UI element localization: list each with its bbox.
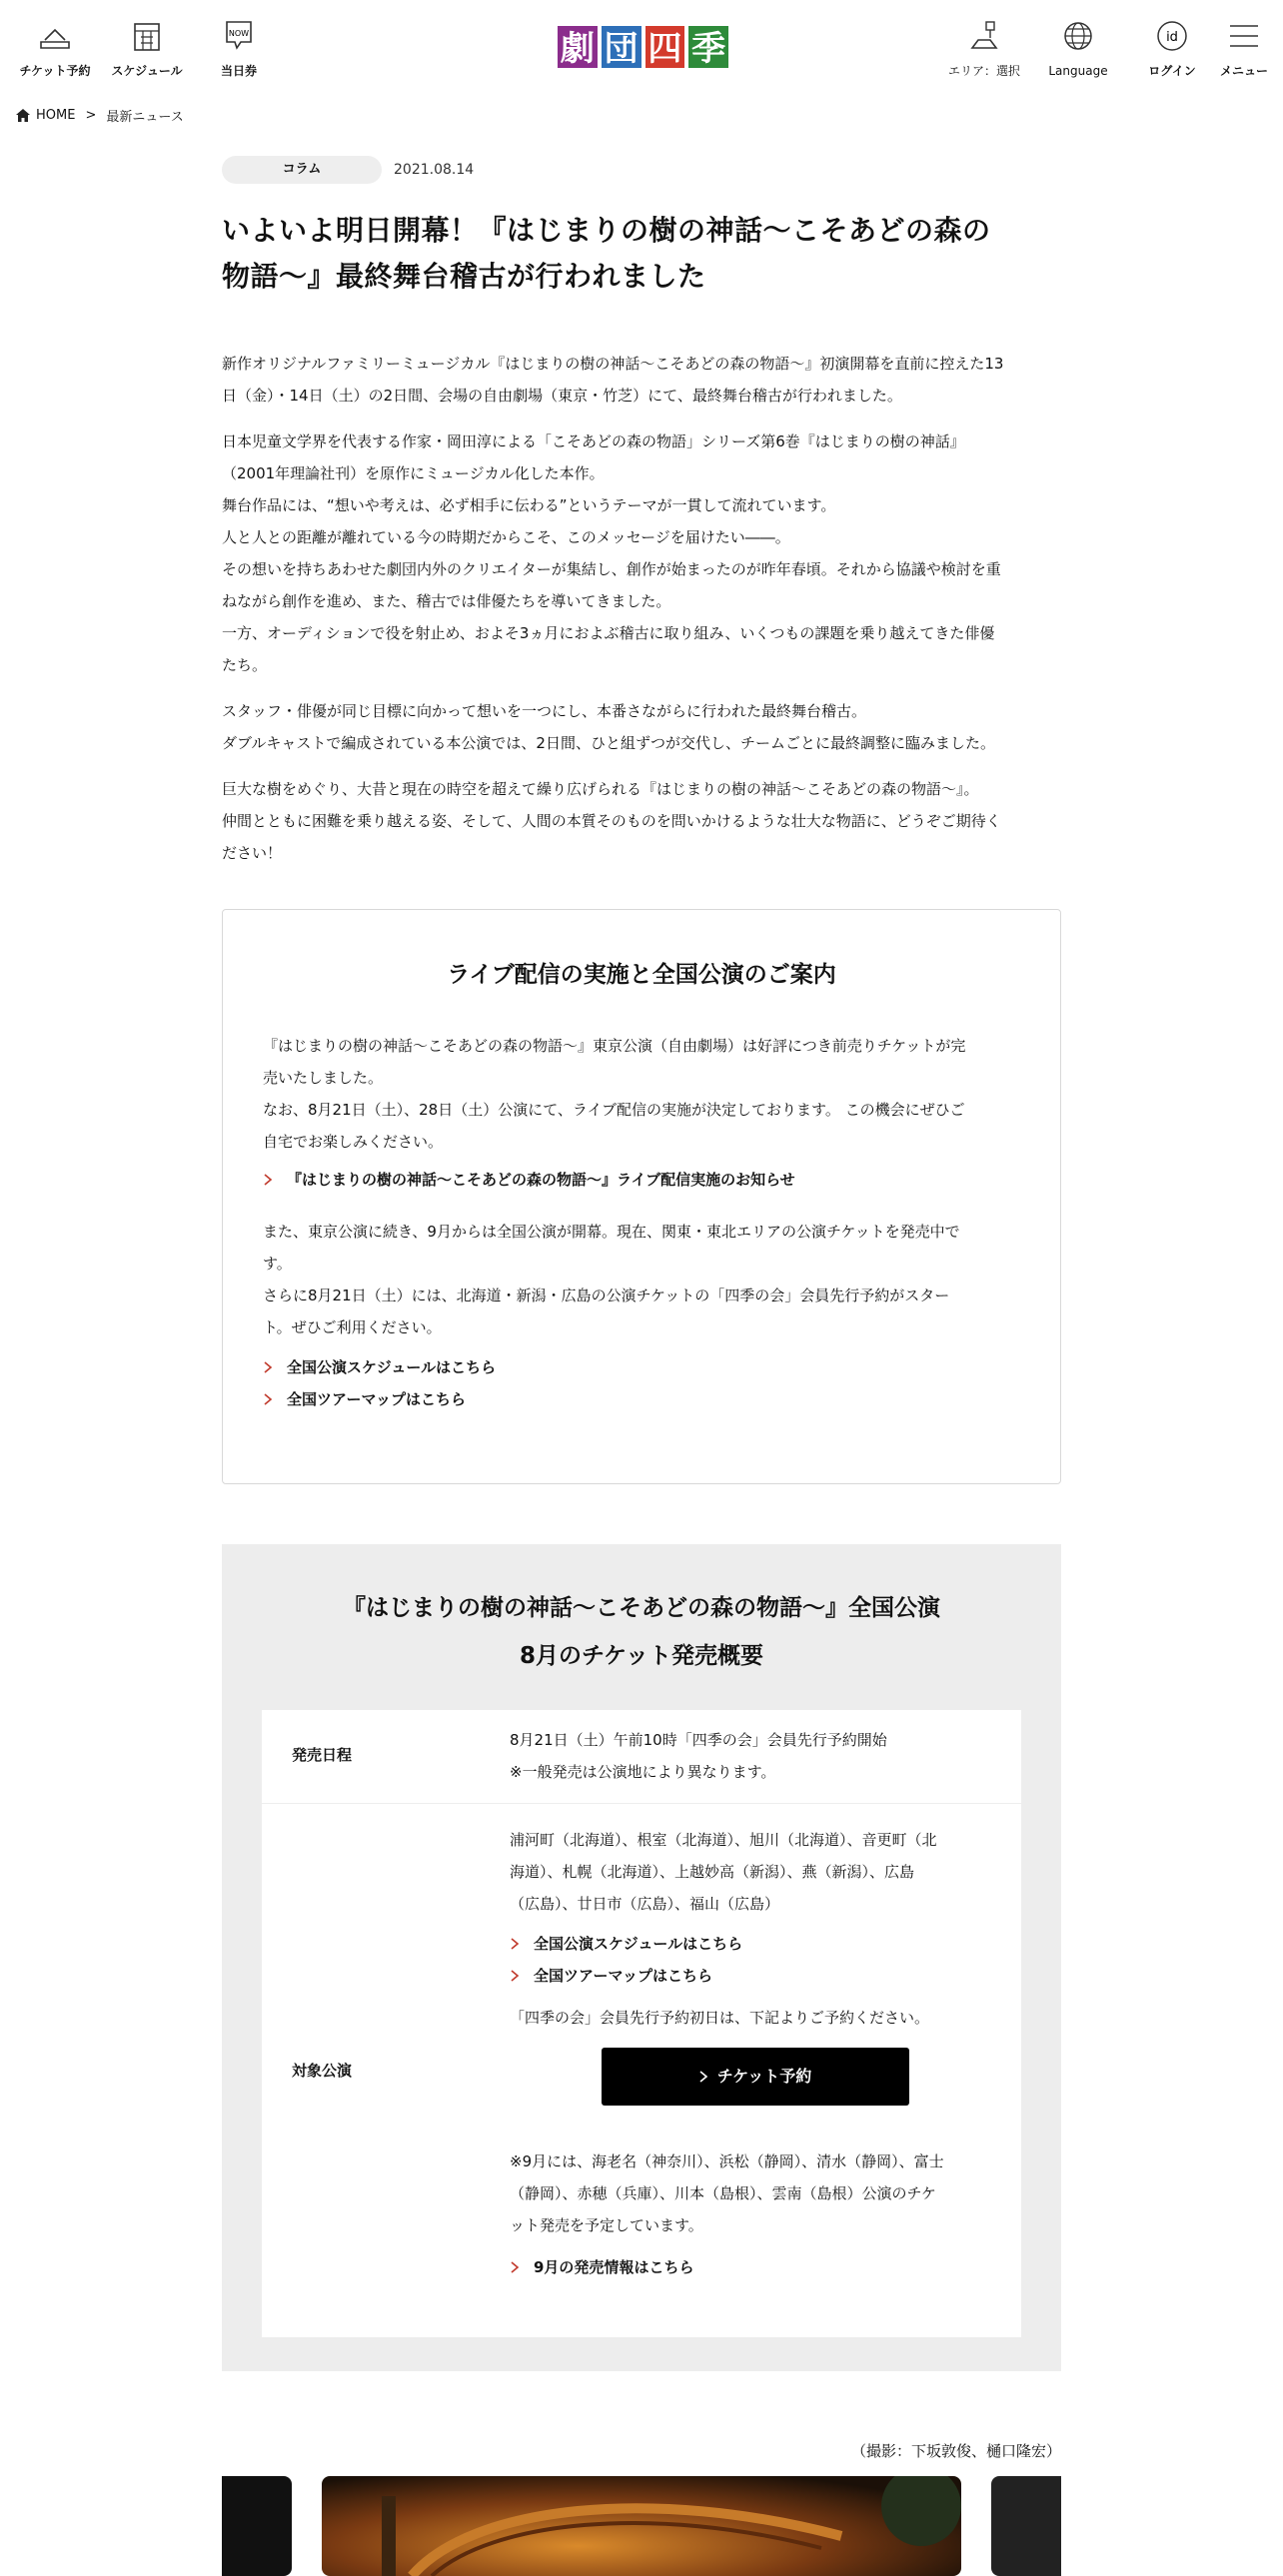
title-line: 物語～』最終舞台稽古が行われました bbox=[222, 260, 706, 293]
ticket-reserve-nav[interactable] bbox=[10, 18, 100, 79]
shiki-logo[interactable] bbox=[556, 24, 730, 70]
venue-list bbox=[510, 1824, 999, 1920]
chevron-right-icon bbox=[510, 2261, 520, 2273]
ticket-sales-table bbox=[262, 1710, 1021, 2337]
chevron-right-icon bbox=[263, 1174, 273, 1186]
calendar-icon bbox=[127, 18, 167, 54]
logo-char: 団 bbox=[600, 24, 643, 70]
menu-nav[interactable] bbox=[1199, 18, 1283, 79]
ticket-reserve-button[interactable] bbox=[602, 2048, 909, 2106]
breadcrumb-separator: > bbox=[85, 108, 97, 123]
text-line: 浦河町（北海道）、根室（北海道）、旭川（北海道）、音更町（北 bbox=[510, 1831, 937, 1849]
link-label: 9月の発売情報はこちら bbox=[534, 2258, 694, 2276]
chevron-right-icon bbox=[263, 1393, 273, 1405]
article bbox=[222, 156, 1061, 883]
heading-line: 『はじまりの樹の神話～こそあどの森の物語～』全国公演 bbox=[343, 1595, 940, 1621]
live-stream-notice-box bbox=[222, 909, 1061, 1484]
text-line: ット発売を予定しています。 bbox=[510, 2216, 703, 2234]
text-line: 人と人との距離が離れている今の時期だからこそ、このメッセージを届けたい――。 bbox=[222, 528, 790, 546]
text-line: なお、8月21日（土）、28日（土）公演にて、ライブ配信の実施が決定しております。 この機会にぜひご bbox=[263, 1101, 965, 1119]
button-label: チケット予約 bbox=[716, 2067, 812, 2086]
text-line: また、東京公演に続き、9月からは全国公演が開幕。現在、関東・東北エリアの公演チケットを発売中で bbox=[263, 1223, 960, 1241]
paragraph bbox=[222, 773, 1061, 869]
link-label: 全国ツアーマップはこちら bbox=[534, 1967, 712, 1985]
live-box-content bbox=[263, 1030, 1022, 1415]
logo-char: 劇 bbox=[556, 24, 600, 70]
tour-map-link[interactable] bbox=[263, 1383, 1022, 1415]
globe-icon bbox=[1058, 18, 1098, 54]
chevron-right-icon bbox=[263, 1361, 273, 1373]
logo-char: 四 bbox=[643, 24, 687, 70]
text-line: （静岡）、赤穂（兵庫）、川本（島根）、雲南（島根）公演のチケ bbox=[510, 2184, 936, 2202]
carousel-photo-next[interactable] bbox=[991, 2476, 1061, 2576]
text-line: スタッフ・俳優が同じ目標に向かって想いを一つにし、本番さながらに行われた最終舞台稽古。 bbox=[222, 702, 867, 720]
text-line: 巨大な樹をめぐり、大昔と現在の時空を超えて繰り広げられる『はじまりの樹の神話～こそあどの森の物語～』。 bbox=[222, 780, 979, 798]
member-note: 「四季の会」会員先行予約初日は、下記よりご予約ください。 bbox=[510, 2009, 930, 2027]
text-line: たち。 bbox=[222, 656, 268, 674]
paragraph bbox=[222, 695, 1061, 759]
category-badge: コラム bbox=[222, 156, 382, 184]
schedule-nav[interactable] bbox=[102, 18, 192, 79]
now-badge-icon bbox=[219, 18, 259, 54]
link-label: 全国公演スケジュールはこちら bbox=[287, 1358, 497, 1376]
carousel-photo-prev[interactable] bbox=[222, 2476, 292, 2576]
text-line: ※一般発売は公演地により異なります。 bbox=[510, 1763, 776, 1781]
text-line: 8月21日（土）午前10時「四季の会」会員先行予約開始 bbox=[510, 1731, 887, 1749]
row-label: 発売日程 bbox=[292, 1746, 353, 1764]
text-line: す。 bbox=[263, 1255, 292, 1273]
ticket-icon bbox=[35, 18, 75, 54]
september-sales-link[interactable] bbox=[510, 2251, 999, 2283]
text-line: （広島）、廿日市（広島）、福山（広島） bbox=[510, 1895, 780, 1913]
svg-text:NOW: NOW bbox=[228, 29, 250, 38]
text-line: 仲間とともに困難を乗り越える姿、そして、人間の本質そのものを問いかけるような壮大な物語に、どうぞご期待く bbox=[222, 812, 1001, 830]
nav-label: 当日券 bbox=[220, 64, 257, 78]
text-line: 舞台作品には、“想いや考えは、必ず相手に伝わる”というテーマが一貫して流れています。 bbox=[222, 496, 836, 514]
link-label: 『はじまりの樹の神話～こそあどの森の物語～』ライブ配信実施のお知らせ bbox=[287, 1171, 795, 1189]
ticket-sales-section bbox=[222, 1544, 1061, 2371]
nav-label: Language bbox=[1048, 64, 1108, 78]
september-note bbox=[510, 2146, 999, 2241]
chevron-right-icon bbox=[510, 1970, 520, 1982]
stage-photo-image bbox=[322, 2476, 961, 2576]
carousel-photo-current[interactable] bbox=[322, 2476, 961, 2576]
text-line: ※9月には、海老名（神奈川）、浜松（静岡）、清水（静岡）、富士 bbox=[510, 2152, 944, 2170]
paragraph bbox=[222, 426, 1061, 681]
tour-map-link[interactable] bbox=[510, 1960, 999, 1992]
tour-schedule-link[interactable] bbox=[263, 1351, 1022, 1383]
text-line: 売いたしました。 bbox=[263, 1069, 384, 1087]
text-line: 自宅でお楽しみください。 bbox=[263, 1133, 444, 1151]
article-title bbox=[222, 208, 1061, 300]
nav-label: メニュー bbox=[1219, 64, 1268, 78]
area-icon bbox=[964, 18, 1004, 54]
photo-credit: （撮影：下坂敦俊、樋口隆宏） bbox=[850, 2442, 1061, 2460]
text-line: ださい！ bbox=[222, 844, 283, 862]
nav-label: チケット予約 bbox=[19, 64, 91, 78]
article-date: 2021.08.14 bbox=[394, 162, 475, 178]
svg-text:id: id bbox=[1166, 30, 1178, 45]
tour-text-block bbox=[263, 1216, 1022, 1343]
chevron-right-icon bbox=[510, 1938, 520, 1950]
text-line: ねながら創作を進め、また、稽古では俳優たちを導いてきました。 bbox=[222, 592, 671, 610]
paragraph bbox=[222, 348, 1061, 412]
same-day-ticket-nav[interactable] bbox=[194, 18, 284, 79]
article-meta bbox=[222, 156, 1061, 184]
text-line: 海道）、札幌（北海道）、上越妙高（新潟）、燕（新潟）、広島 bbox=[510, 1863, 915, 1881]
text-line: さらに8月21日（土）には、北海道・新潟・広島の公演チケットの「四季の会」会員先行予約がスター bbox=[263, 1287, 950, 1304]
live-text-block bbox=[263, 1030, 1022, 1158]
title-line: いよいよ明日開幕！『はじまりの樹の神話～こそあどの森の bbox=[222, 214, 991, 247]
heading-line: 8月のチケット発売概要 bbox=[520, 1643, 763, 1669]
nav-label: スケジュール bbox=[111, 64, 183, 78]
home-icon bbox=[16, 109, 30, 122]
logo-char: 季 bbox=[686, 24, 730, 70]
site-header bbox=[0, 0, 1283, 100]
area-select-nav[interactable] bbox=[939, 18, 1029, 79]
text-line: ダブルキャストで編成されている本公演では、2日間、ひと組ずつが交代し、チームごとに最終調整に臨みました。 bbox=[222, 734, 995, 752]
article-body bbox=[222, 348, 1061, 869]
tour-schedule-link[interactable] bbox=[510, 1928, 999, 1960]
link-label: 全国公演スケジュールはこちら bbox=[534, 1935, 743, 1953]
text-line: 日本児童文学界を代表する作家・岡田淳による「こそあどの森の物語」シリーズ第6巻『はじまりの樹の神話』 bbox=[222, 432, 965, 450]
text-line: 一方、オーディションで役を射止め、およそ3ヵ月におよぶ稽古に取り組み、いくつもの課題を乗り越えてきた俳優 bbox=[222, 624, 995, 642]
language-nav[interactable] bbox=[1033, 18, 1123, 79]
text-line: （2001年理論社刊）を原作にミュージカル化した本作。 bbox=[222, 464, 605, 482]
row-value bbox=[510, 1824, 999, 2283]
link-label: 全国ツアーマップはこちら bbox=[287, 1390, 466, 1408]
breadcrumb-home[interactable]: HOME bbox=[36, 108, 76, 123]
row-value bbox=[510, 1724, 999, 1788]
menu-icon bbox=[1224, 18, 1264, 54]
text-line: 『はじまりの樹の神話～こそあどの森の物語～』東京公演（自由劇場）は好評につき前売りチケットが完 bbox=[263, 1037, 966, 1055]
nav-label: エリア：選択 bbox=[947, 64, 1020, 78]
live-box-heading: ライブ配信の実施と全国公演のご案内 bbox=[447, 962, 836, 988]
text-line: その想いを持ちあわせた劇団内外のクリエイターが集結し、創作が始まったのが昨年春頃。それから協議や検討を重 bbox=[222, 560, 1001, 578]
table-row bbox=[262, 1710, 1021, 1804]
nav-label: ログイン bbox=[1148, 64, 1196, 78]
row-label: 対象公演 bbox=[292, 2062, 353, 2080]
ticket-section-heading bbox=[222, 1584, 1061, 1680]
id-icon bbox=[1152, 18, 1192, 54]
breadcrumb bbox=[16, 106, 184, 125]
table-row bbox=[262, 1804, 1021, 2337]
chevron-right-icon bbox=[699, 2071, 707, 2083]
text-line: 新作オリジナルファミリーミュージカル『はじまりの樹の神話～こそあどの森の物語～』初演開幕を直前に控えた13 bbox=[222, 355, 1004, 373]
text-line: 日（金）・14日（土）の2日間、会場の自由劇場（東京・竹芝）にて、最終舞台稽古が行われました。 bbox=[222, 387, 902, 405]
breadcrumb-current: 最新ニュース bbox=[106, 110, 184, 125]
live-stream-info-link[interactable] bbox=[263, 1164, 1022, 1196]
text-line: ト。ぜひご利用ください。 bbox=[263, 1318, 442, 1336]
